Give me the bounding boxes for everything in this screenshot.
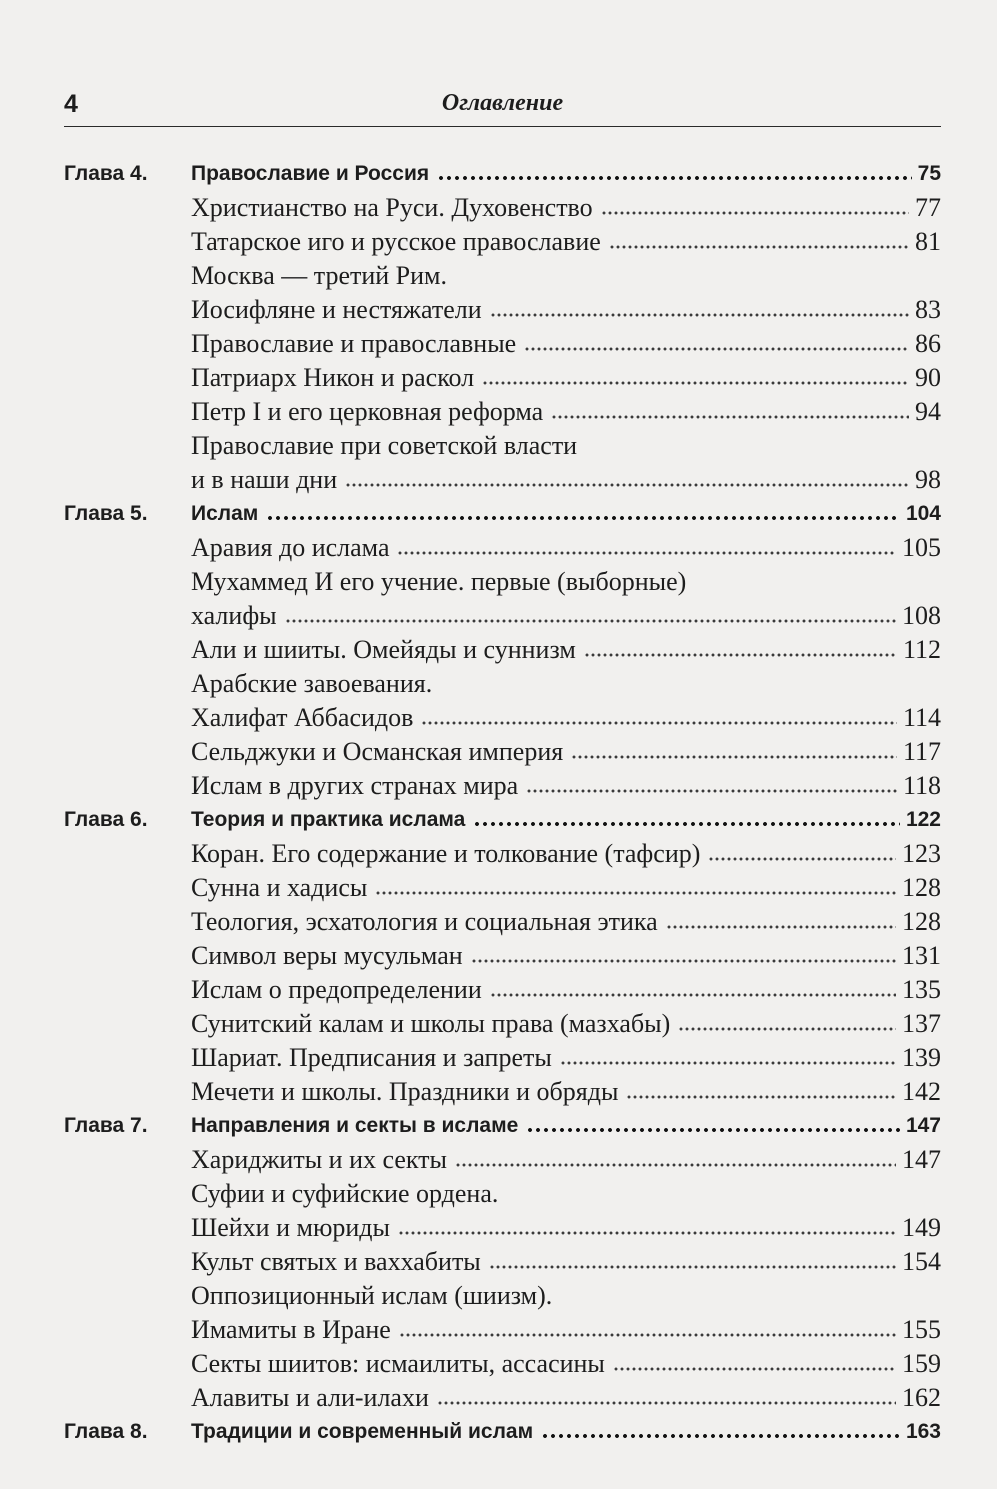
entry-title: Православие и Россия bbox=[191, 162, 430, 185]
toc-entry bbox=[191, 157, 941, 191]
toc-entry-row bbox=[64, 191, 941, 225]
toc-entry bbox=[191, 1211, 941, 1245]
chapter-label: Глава 4. bbox=[64, 162, 148, 185]
dot-leader bbox=[526, 1109, 900, 1134]
toc-entry bbox=[191, 701, 941, 735]
toc-entry bbox=[191, 1143, 941, 1177]
toc-entry bbox=[191, 1007, 941, 1041]
page-ref: 163 bbox=[905, 1420, 941, 1443]
page-ref: 128 bbox=[902, 873, 941, 902]
toc-entry bbox=[191, 1245, 941, 1279]
dot-leader bbox=[613, 1347, 896, 1372]
chapter-label: Глава 5. bbox=[64, 502, 148, 525]
page-ref: 94 bbox=[915, 397, 941, 426]
toc-entry bbox=[191, 259, 941, 293]
toc-entry-row bbox=[64, 1347, 941, 1381]
entry-title: Шейхи и мюриды bbox=[191, 1213, 390, 1242]
toc-entry bbox=[191, 463, 941, 497]
toc-entry bbox=[191, 1109, 941, 1143]
toc-entry-row bbox=[64, 1143, 941, 1177]
dot-leader bbox=[609, 225, 909, 250]
toc-entry-row bbox=[64, 939, 941, 973]
entry-title: Хариджиты и их секты bbox=[191, 1145, 448, 1174]
dot-leader bbox=[571, 735, 897, 760]
dot-leader bbox=[473, 803, 900, 828]
page-ref: 81 bbox=[915, 227, 941, 256]
entry-title: Православие и православные bbox=[191, 329, 517, 358]
page-header bbox=[64, 88, 941, 127]
entry-title: Мухаммед И его учение. первые (выборные) bbox=[191, 567, 687, 596]
page-ref: 162 bbox=[902, 1383, 941, 1412]
toc-entry bbox=[191, 769, 941, 803]
toc-entry bbox=[191, 871, 941, 905]
entry-title: Сунна и хадисы bbox=[191, 873, 368, 902]
toc-entry bbox=[191, 395, 941, 429]
entry-title: Алавиты и али-илахи bbox=[191, 1383, 429, 1412]
toc-entry bbox=[191, 1041, 941, 1075]
toc-entry bbox=[191, 599, 941, 633]
toc-entry-row bbox=[64, 871, 941, 905]
toc-entry bbox=[191, 973, 941, 1007]
page-ref: 135 bbox=[902, 975, 941, 1004]
toc-entry-row bbox=[64, 1381, 941, 1415]
dot-leader bbox=[421, 701, 897, 726]
toc-entry bbox=[191, 531, 941, 565]
page-ref: 77 bbox=[915, 193, 941, 222]
running-title: Оглавление bbox=[441, 90, 564, 116]
toc-entry-row bbox=[64, 905, 941, 939]
toc-entry bbox=[191, 191, 941, 225]
page-ref: 104 bbox=[905, 502, 941, 525]
entry-title: Секты шиитов: исмаилиты, ассасины bbox=[191, 1349, 605, 1378]
entry-title: Москва — третий Рим. bbox=[191, 261, 448, 290]
dot-leader bbox=[482, 361, 909, 386]
page-ref: 90 bbox=[915, 363, 941, 392]
toc-entry bbox=[191, 837, 941, 871]
toc-entry bbox=[191, 1381, 941, 1415]
chapter-label: Глава 8. bbox=[64, 1420, 148, 1443]
dot-leader bbox=[490, 973, 896, 998]
page-ref: 147 bbox=[902, 1145, 941, 1174]
toc-entry-row bbox=[64, 1075, 941, 1109]
page-ref: 117 bbox=[902, 737, 941, 766]
toc-entry bbox=[191, 497, 941, 531]
toc-entry-row bbox=[64, 429, 941, 463]
toc-entry-row bbox=[64, 395, 941, 429]
chapter-label: Глава 6. bbox=[64, 808, 148, 831]
page-ref: 98 bbox=[915, 465, 941, 494]
toc-chapter-row bbox=[64, 1109, 941, 1143]
dot-leader bbox=[455, 1143, 896, 1168]
toc-entry bbox=[191, 1415, 941, 1449]
entry-title: Символ веры мусульман bbox=[191, 941, 463, 970]
dot-leader bbox=[708, 837, 896, 862]
entry-title: Культ святых и ваххабиты bbox=[191, 1247, 481, 1276]
entry-title: Мечети и школы. Праздники и обряды bbox=[191, 1077, 619, 1106]
dot-leader bbox=[626, 1075, 896, 1100]
dot-leader bbox=[526, 769, 897, 794]
dot-leader bbox=[437, 157, 912, 182]
dot-leader bbox=[666, 905, 896, 930]
page-ref: 112 bbox=[902, 635, 941, 664]
entry-title: и в наши дни bbox=[191, 465, 338, 494]
toc-chapter-row bbox=[64, 157, 941, 191]
toc-entry-row bbox=[64, 701, 941, 735]
page-ref: 159 bbox=[902, 1349, 941, 1378]
page-ref: 147 bbox=[905, 1114, 941, 1137]
dot-leader bbox=[489, 1245, 896, 1270]
entry-title: халифы bbox=[191, 601, 277, 630]
dot-leader bbox=[541, 1415, 900, 1440]
entry-title: Теория и практика ислама bbox=[191, 808, 466, 831]
toc-entry bbox=[191, 429, 941, 463]
table-of-contents bbox=[64, 157, 941, 1449]
page-ref: 75 bbox=[917, 162, 941, 185]
entry-title: Имамиты в Иране bbox=[191, 1315, 391, 1344]
dot-leader bbox=[285, 599, 896, 624]
entry-title: Направления и секты в исламе bbox=[191, 1114, 519, 1137]
toc-entry-row bbox=[64, 1245, 941, 1279]
toc-entry bbox=[191, 803, 941, 837]
entry-title: Ислам о предопределении bbox=[191, 975, 482, 1004]
toc-entry bbox=[191, 939, 941, 973]
dot-leader bbox=[397, 531, 896, 556]
page-ref: 122 bbox=[905, 808, 941, 831]
entry-title: Христианство на Руси. Духовенство bbox=[191, 193, 593, 222]
dot-leader bbox=[490, 293, 909, 318]
toc-entry bbox=[191, 1075, 941, 1109]
toc-chapter-row bbox=[64, 497, 941, 531]
dot-leader bbox=[398, 1211, 896, 1236]
entry-title: Татарское иго и русское православие bbox=[191, 227, 601, 256]
toc-entry-row bbox=[64, 769, 941, 803]
entry-title: Арабские завоевания. bbox=[191, 669, 433, 698]
entry-title: Петр I и его церковная реформа bbox=[191, 397, 544, 426]
dot-leader bbox=[375, 871, 896, 896]
page-ref: 114 bbox=[902, 703, 941, 732]
entry-title: Аравия до ислама bbox=[191, 533, 390, 562]
toc-entry-row bbox=[64, 1313, 941, 1347]
entry-title: Иосифляне и нестяжатели bbox=[191, 295, 482, 324]
page-ref: 108 bbox=[902, 601, 941, 630]
page-ref: 118 bbox=[902, 771, 941, 800]
dot-leader bbox=[437, 1381, 896, 1406]
dot-leader bbox=[266, 497, 900, 522]
page-ref: 154 bbox=[902, 1247, 941, 1276]
toc-entry bbox=[191, 1313, 941, 1347]
page-ref: 131 bbox=[902, 941, 941, 970]
dot-leader bbox=[678, 1007, 896, 1032]
entry-title: Али и шииты. Омейяды и суннизм bbox=[191, 635, 576, 664]
dot-leader bbox=[399, 1313, 896, 1338]
chapter-label: Глава 7. bbox=[64, 1114, 148, 1137]
toc-entry-row bbox=[64, 327, 941, 361]
entry-title: Коран. Его содержание и толкование (тафсир) bbox=[191, 839, 701, 868]
toc-chapter-row bbox=[64, 803, 941, 837]
page-ref: 123 bbox=[902, 839, 941, 868]
toc-entry-row bbox=[64, 1007, 941, 1041]
entry-title: Шариат. Предписания и запреты bbox=[191, 1043, 552, 1072]
page-ref: 139 bbox=[902, 1043, 941, 1072]
entry-title: Традиции и современный ислам bbox=[191, 1420, 534, 1443]
entry-title: Ислам bbox=[191, 502, 259, 525]
toc-entry bbox=[191, 735, 941, 769]
dot-leader bbox=[560, 1041, 896, 1066]
toc-entry bbox=[191, 293, 941, 327]
toc-entry-row bbox=[64, 463, 941, 497]
toc-entry-row bbox=[64, 531, 941, 565]
page-ref: 155 bbox=[902, 1315, 941, 1344]
entry-title: Халифат Аббасидов bbox=[191, 703, 414, 732]
dot-leader bbox=[524, 327, 909, 352]
entry-title: Ислам в других странах мира bbox=[191, 771, 519, 800]
toc-entry bbox=[191, 565, 941, 599]
toc-entry-row bbox=[64, 1177, 941, 1211]
toc-entry bbox=[191, 1279, 941, 1313]
toc-entry bbox=[191, 667, 941, 701]
toc-entry-row bbox=[64, 259, 941, 293]
toc-entry-row bbox=[64, 633, 941, 667]
page-ref: 105 bbox=[902, 533, 941, 562]
toc-entry-row bbox=[64, 599, 941, 633]
page-ref: 128 bbox=[902, 907, 941, 936]
toc-entry bbox=[191, 633, 941, 667]
entry-title: Сельджуки и Османская империя bbox=[191, 737, 564, 766]
entry-title: Оппозиционный ислам (шиизм). bbox=[191, 1281, 553, 1310]
toc-entry-row bbox=[64, 837, 941, 871]
toc-entry bbox=[191, 225, 941, 259]
toc-chapter-row bbox=[64, 1415, 941, 1449]
page-number: 4 bbox=[64, 90, 78, 118]
toc-entry-row bbox=[64, 225, 941, 259]
dot-leader bbox=[601, 191, 909, 216]
dot-leader bbox=[345, 463, 909, 488]
toc-entry-row bbox=[64, 735, 941, 769]
page-ref: 149 bbox=[902, 1213, 941, 1242]
toc-entry bbox=[191, 327, 941, 361]
toc-entry-row bbox=[64, 361, 941, 395]
entry-title: Патриарх Никон и раскол bbox=[191, 363, 475, 392]
toc-entry bbox=[191, 1347, 941, 1381]
dot-leader bbox=[551, 395, 909, 420]
toc-entry-row bbox=[64, 1279, 941, 1313]
toc-entry-row bbox=[64, 1041, 941, 1075]
dot-leader bbox=[584, 633, 897, 658]
toc-entry-row bbox=[64, 1211, 941, 1245]
entry-title: Теология, эсхатология и социальная этика bbox=[191, 907, 658, 936]
toc-entry bbox=[191, 1177, 941, 1211]
toc-entry-row bbox=[64, 565, 941, 599]
page-ref: 142 bbox=[902, 1077, 941, 1106]
entry-title: Суфии и суфийские ордена. bbox=[191, 1179, 499, 1208]
toc-entry-row bbox=[64, 667, 941, 701]
toc-entry bbox=[191, 905, 941, 939]
page-ref: 137 bbox=[902, 1009, 941, 1038]
page-ref: 86 bbox=[915, 329, 941, 358]
page-ref: 83 bbox=[915, 295, 941, 324]
entry-title: Сунитский калам и школы права (мазхабы) bbox=[191, 1009, 671, 1038]
dot-leader bbox=[471, 939, 896, 964]
entry-title: Православие при советской власти bbox=[191, 431, 578, 460]
toc-entry bbox=[191, 361, 941, 395]
toc-entry-row bbox=[64, 973, 941, 1007]
toc-entry-row bbox=[64, 293, 941, 327]
